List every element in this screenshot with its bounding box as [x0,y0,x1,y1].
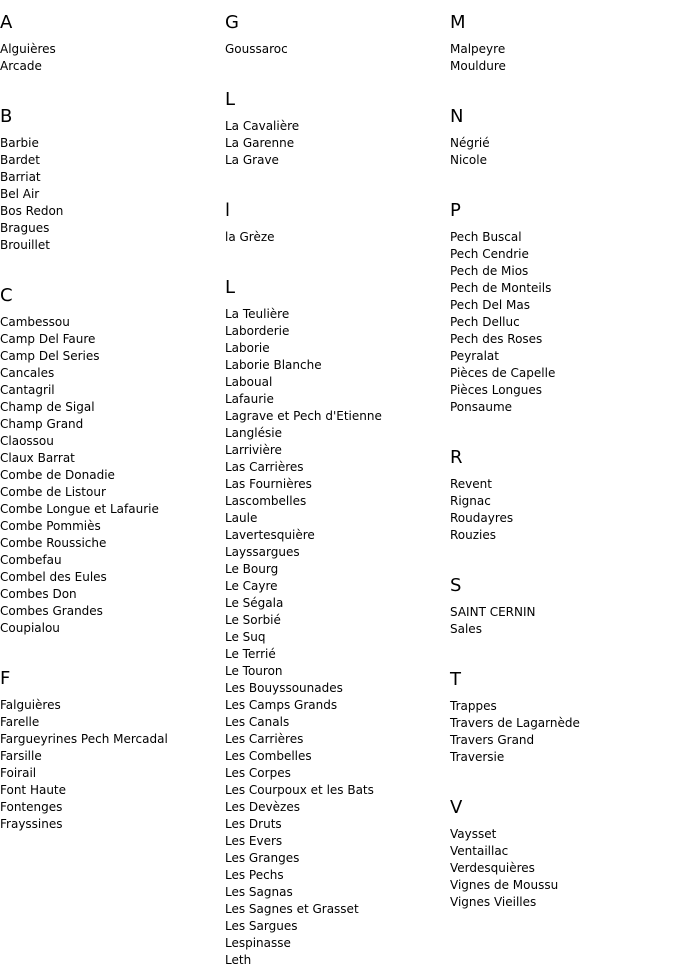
place-link[interactable]: Les Pechs [225,868,284,882]
place-list-b [0,135,225,254]
place-link[interactable]: Les Devèzes [225,800,300,814]
place-link[interactable]: Les Combelles [225,749,312,763]
section-heading-m: M [450,12,466,33]
index-column-1 [0,0,225,833]
place-link[interactable]: Le Suq [225,630,266,644]
letter-section-m [450,11,675,94]
place-link[interactable]: Pech des Roses [450,332,543,346]
place-list-a [0,41,225,75]
place-list-l-1 [225,118,450,169]
place-link[interactable]: Las Fournières [225,477,312,491]
place-link[interactable]: Pièces Longues [450,383,543,397]
place-link[interactable]: Le Terrié [225,647,276,661]
place-link[interactable]: Pech de Monteils [450,281,552,295]
place-link[interactable]: Rouzies [450,528,497,542]
place-link[interactable]: SAINT CERNIN [450,605,536,619]
place-list-n [450,135,675,169]
section-heading-l: L [225,89,236,110]
letter-section-g [225,11,450,77]
place-link[interactable]: Trappes [450,699,497,713]
place-link[interactable]: Pech Delluc [450,315,520,329]
place-link[interactable]: Font Haute [0,783,67,797]
place-link[interactable]: Claossou [0,434,54,448]
section-heading-l-lowercase: l [225,200,231,221]
place-link[interactable]: Revent [450,477,492,491]
place-link[interactable]: Les Granges [225,851,300,865]
place-link[interactable]: Les Bouyssounades [225,681,343,695]
place-link[interactable]: Camp Del Series [0,349,100,363]
place-link[interactable]: Lagrave et Pech d'Etienne [225,409,382,423]
place-link[interactable]: Lafaurie [225,392,274,406]
place-link[interactable]: Les Canals [225,715,290,729]
place-link[interactable]: Combe Pommiès [0,519,101,533]
place-link[interactable]: Combel des Eules [0,570,107,584]
place-link[interactable]: Goussaroc [225,42,288,56]
place-link[interactable]: Farelle [0,715,40,729]
place-link[interactable]: Lespinasse [225,936,291,950]
place-link[interactable]: La Cavalière [225,119,300,133]
letter-section-f [0,667,225,833]
place-link[interactable]: Combe de Listour [0,485,106,499]
place-link[interactable]: Champ de Sigal [0,400,95,414]
place-link[interactable]: Pech Del Mas [450,298,530,312]
place-link[interactable]: Larrivière [225,443,282,457]
place-link[interactable]: Cambessou [0,315,70,329]
letter-section-l-1 [225,88,450,188]
letter-section-l-2 [225,276,450,969]
place-link[interactable]: Mouldure [450,59,506,73]
place-link[interactable]: Bos Redon [0,204,64,218]
place-link[interactable]: Falguières [0,698,61,712]
place-link[interactable]: Malpeyre [450,42,506,56]
place-link[interactable]: Foirail [0,766,37,780]
place-link[interactable]: Cantagril [0,383,55,397]
place-link[interactable]: Brouillet [0,238,50,252]
place-link[interactable]: Pech de Mios [450,264,529,278]
place-link[interactable]: La Grave [225,153,279,167]
letter-section-r [450,446,675,563]
place-link[interactable]: Pièces de Capelle [450,366,556,380]
section-heading-c: C [0,285,13,306]
place-link[interactable]: Le Cayre [225,579,278,593]
place-link[interactable]: Laborie Blanche [225,358,322,372]
place-link[interactable]: Leth [225,953,252,967]
place-link[interactable]: Lavertesquière [225,528,315,542]
place-link[interactable]: Travers Grand [450,733,535,747]
place-link[interactable]: La Garenne [225,136,295,150]
place-link[interactable]: Laborderie [225,324,290,338]
place-link[interactable]: la Grèze [225,230,275,244]
place-link[interactable]: Combe Roussiche [0,536,107,550]
place-link[interactable]: Traversie [450,750,505,764]
section-heading-p: P [450,200,461,221]
place-link[interactable]: Lascombelles [225,494,307,508]
place-link[interactable]: Négrié [450,136,490,150]
place-link[interactable]: Roudayres [450,511,514,525]
place-link[interactable]: Camp Del Faure [0,332,96,346]
place-link[interactable]: Fargueyrines Pech Mercadal [0,732,168,746]
place-link[interactable]: Laboual [225,375,273,389]
place-link[interactable]: Bragues [0,221,50,235]
place-link[interactable]: Vignes Vieilles [450,895,537,909]
place-link[interactable]: Farsille [0,749,42,763]
place-link[interactable]: Ponsaume [450,400,513,414]
letter-section-p [450,199,675,435]
letter-section-l-lowercase [225,199,450,265]
place-link[interactable]: Coupialou [0,621,60,635]
place-link[interactable]: Le Touron [225,664,283,678]
section-heading-b: B [0,106,13,127]
place-link[interactable]: Layssargues [225,545,300,559]
place-list-c [0,314,225,637]
place-list-g [225,41,450,58]
place-link[interactable]: Vignes de Moussu [450,878,559,892]
place-link[interactable]: Verdesquières [450,861,535,875]
place-link[interactable]: Les Evers [225,834,283,848]
place-link[interactable]: Langlésie [225,426,282,440]
section-heading-r: R [450,447,463,468]
place-link[interactable]: Barriat [0,170,41,184]
place-link[interactable]: Rignac [450,494,491,508]
place-link[interactable]: Claux Barrat [0,451,75,465]
place-link[interactable]: Ventaillac [450,844,509,858]
place-list-v [450,826,675,911]
section-heading-n: N [450,106,464,127]
place-link[interactable]: Pech Cendrie [450,247,529,261]
place-link[interactable]: Frayssines [0,817,63,831]
place-list-m [450,41,675,75]
place-link[interactable]: Les Camps Grands [225,698,338,712]
place-link[interactable]: Pech Buscal [450,230,522,244]
place-link[interactable]: Bardet [0,153,41,167]
place-link[interactable]: Alguières [0,42,56,56]
place-link[interactable]: Combes Don [0,587,77,601]
place-link[interactable]: Les Sargues [225,919,298,933]
place-link[interactable]: Combes Grandes [0,604,103,618]
place-link[interactable]: Le Ségala [225,596,284,610]
place-link[interactable]: Vaysset [450,827,497,841]
place-list-t [450,698,675,766]
section-heading-a: A [0,12,13,33]
letter-section-v [450,796,675,911]
place-link[interactable]: Les Sagnas [225,885,293,899]
place-list-s [450,604,675,638]
index-column-3 [450,0,675,911]
letter-section-b [0,105,225,273]
section-heading-s: S [450,575,462,596]
section-heading-l: L [225,277,236,298]
place-link[interactable]: Combe Longue et Lafaurie [0,502,159,516]
place-link[interactable]: Les Sagnes et Grasset [225,902,359,916]
place-link[interactable]: Les Druts [225,817,282,831]
place-link[interactable]: La Teulière [225,307,290,321]
place-link[interactable]: Le Bourg [225,562,279,576]
letter-section-n [450,105,675,188]
letter-section-c [0,284,225,656]
place-list-l-2 [225,306,450,969]
place-link[interactable]: Peyralat [450,349,499,363]
letter-section-a [0,11,225,94]
place-link[interactable]: Fontenges [0,800,63,814]
place-link[interactable]: Le Sorbié [225,613,281,627]
section-heading-t: T [450,669,461,690]
place-link[interactable]: Travers de Lagarnède [450,716,580,730]
letter-section-s [450,574,675,657]
place-list-f [0,697,225,833]
place-list-p [450,229,675,416]
place-list-r [450,476,675,544]
place-link[interactable]: Combefau [0,553,62,567]
place-link[interactable]: Arcade [0,59,42,73]
place-link[interactable]: Champ Grand [0,417,84,431]
place-link[interactable]: Laborie [225,341,270,355]
letter-section-t [450,668,675,785]
index-column-2 [225,0,450,969]
place-link[interactable]: Laule [225,511,258,525]
place-link[interactable]: Sales [450,622,482,636]
place-link[interactable]: Les Carrières [225,732,304,746]
section-heading-v: V [450,797,463,818]
section-heading-g: G [225,12,239,33]
section-heading-f: F [0,668,11,689]
place-link[interactable]: Combe de Donadie [0,468,115,482]
place-link[interactable]: Las Carrières [225,460,304,474]
place-link[interactable]: Barbie [0,136,39,150]
place-link[interactable]: Les Courpoux et les Bats [225,783,374,797]
place-link[interactable]: Nicole [450,153,487,167]
place-list-l-lowercase [225,229,450,246]
place-link[interactable]: Cancales [0,366,55,380]
place-link[interactable]: Les Corpes [225,766,291,780]
place-link[interactable]: Bel Air [0,187,40,201]
